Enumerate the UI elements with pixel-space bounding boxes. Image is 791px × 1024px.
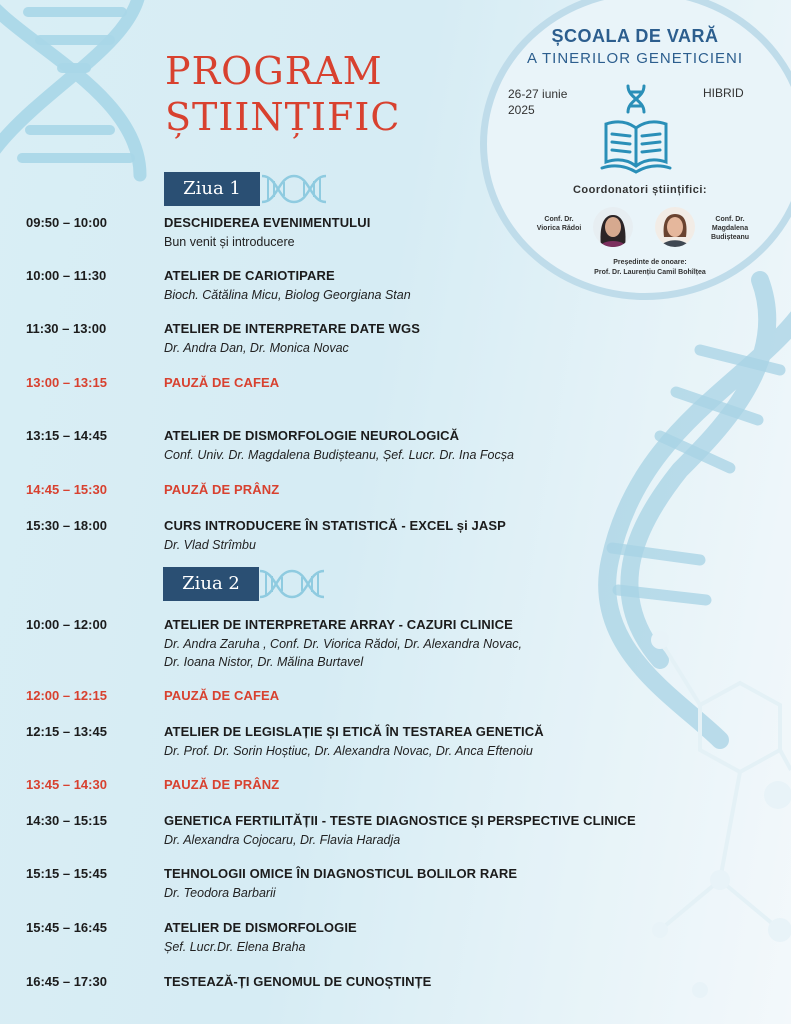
coordinator-2-name-line1: Magdalena xyxy=(711,225,749,232)
session-speakers: Dr. Alexandra Cojocaru, Dr. Flavia Haradja xyxy=(164,833,401,847)
session-speakers: Dr. Teodora Barbarii xyxy=(164,886,276,900)
session-time: 10:00 – 11:30 xyxy=(26,268,107,283)
break-title: PAUZĂ DE CAFEA xyxy=(164,688,280,703)
session-time: 09:50 – 10:00 xyxy=(26,215,107,230)
event-format: HIBRID xyxy=(703,86,744,100)
session-time: 13:45 – 14:30 xyxy=(26,777,107,792)
session-speakers: Conf. Univ. Dr. Magdalena Budișteanu, Șef. Lucr. Dr. Ina Focșa xyxy=(164,448,514,462)
coordinator-1-title: Conf. Dr. xyxy=(544,216,574,223)
session-speakers: Dr. Prof. Dr. Sorin Hoștiuc, Dr. Alexandra Novac, Dr. Anca Eftenoiu xyxy=(164,744,533,758)
school-subtitle: A TINERILOR GENETICIENI xyxy=(526,50,744,67)
break-title: PAUZĂ DE PRÂNZ xyxy=(164,482,280,497)
coordinator-2-name-line2: Budișteanu xyxy=(710,234,750,241)
break-title: PAUZĂ DE PRÂNZ xyxy=(164,777,280,792)
session-speakers-line1: Dr. Andra Zaruha , Conf. Dr. Viorica Rădoi, Dr. Alexandra Novac, xyxy=(164,637,523,651)
avatar-coordinator-1 xyxy=(593,207,633,247)
session-time: 11:30 – 13:00 xyxy=(26,321,107,336)
dna-helix-icon xyxy=(262,172,326,206)
session-time: 15:15 – 15:45 xyxy=(26,866,107,881)
dna-helix-icon xyxy=(260,567,324,601)
day-1-badge: Ziua 1 xyxy=(164,172,260,206)
session-title: DESCHIDEREA EVENIMENTULUI xyxy=(164,215,371,230)
avatar-coordinator-2 xyxy=(655,207,695,247)
session-time: 14:45 – 15:30 xyxy=(26,482,107,497)
session-title: ATELIER DE DISMORFOLOGIE NEUROLOGICĂ xyxy=(164,428,460,443)
coordinator-2-name xyxy=(700,215,760,242)
session-speakers: Bioch. Cătălina Micu, Biolog Georgiana Stan xyxy=(164,288,411,302)
day-2-badge: Ziua 2 xyxy=(163,567,259,601)
event-dates-line1: 26-27 iunie xyxy=(508,87,568,101)
session-title: TESTEAZĂ-ȚI GENOMUL DE CUNOȘTINȚE xyxy=(164,974,432,989)
session-time: 15:30 – 18:00 xyxy=(26,518,107,533)
session-speakers: Dr. Andra Dan, Dr. Monica Novac xyxy=(164,341,349,355)
coordinators-label: Coordonatori științifici: xyxy=(572,184,708,196)
event-dates xyxy=(508,86,578,118)
session-time: 10:00 – 12:00 xyxy=(26,617,107,632)
event-dates-line2: 2025 xyxy=(508,103,535,117)
honorary-president-name: Prof. Dr. Laurențiu Camil Bohîlțea xyxy=(594,269,706,276)
session-title: ATELIER DE LEGISLAȚIE ȘI ETICĂ ÎN TESTAREA GENETICĂ xyxy=(164,724,544,739)
session-speakers: Dr. Vlad Strîmbu xyxy=(164,538,256,552)
session-speakers xyxy=(164,635,522,671)
honorary-president-label: Președinte de onoare: xyxy=(613,259,687,266)
program-title-line2: ȘTIINȚIFIC xyxy=(165,95,401,139)
session-time: 13:00 – 13:15 xyxy=(26,375,107,390)
session-title: GENETICA FERTILITĂȚII - TESTE DIAGNOSTICE ȘI PERSPECTIVE CLINICE xyxy=(164,813,636,828)
session-time: 12:00 – 12:15 xyxy=(26,688,107,703)
session-description: Bun venit și introducere xyxy=(164,235,295,249)
session-time: 12:15 – 13:45 xyxy=(26,724,107,739)
session-time: 16:45 – 17:30 xyxy=(26,974,107,989)
session-time: 13:15 – 14:45 xyxy=(26,428,107,443)
program-title-line1: PROGRAM xyxy=(165,49,383,93)
break-title: PAUZĂ DE CAFEA xyxy=(164,375,280,390)
session-title: ATELIER DE DISMORFOLOGIE xyxy=(164,920,357,935)
session-title: ATELIER DE INTERPRETARE ARRAY - CAZURI CLINICE xyxy=(164,617,513,632)
session-time: 14:30 – 15:15 xyxy=(26,813,107,828)
program-title xyxy=(165,48,400,140)
coordinator-1-name xyxy=(524,215,594,233)
coordinator-1-fullname: Viorica Rădoi xyxy=(536,225,582,232)
coordinator-2-title: Conf. Dr. xyxy=(715,216,745,223)
session-title: ATELIER DE INTERPRETARE DATE WGS xyxy=(164,321,420,336)
school-title: ȘCOALA DE VARĂ xyxy=(551,26,719,46)
session-title: CURS INTRODUCERE ÎN STATISTICĂ - EXCEL și JASP xyxy=(164,518,506,533)
session-title: ATELIER DE CARIOTIPARE xyxy=(164,268,335,283)
session-title: TEHNOLOGII OMICE ÎN DIAGNOSTICUL BOLILOR RARE xyxy=(164,866,518,881)
session-time: 15:45 – 16:45 xyxy=(26,920,107,935)
session-speakers-line2: Dr. Ioana Nistor, Dr. Mălina Burtavel xyxy=(164,655,364,669)
session-speakers: Șef. Lucr.Dr. Elena Braha xyxy=(164,940,306,954)
dna-book-icon xyxy=(600,84,672,174)
